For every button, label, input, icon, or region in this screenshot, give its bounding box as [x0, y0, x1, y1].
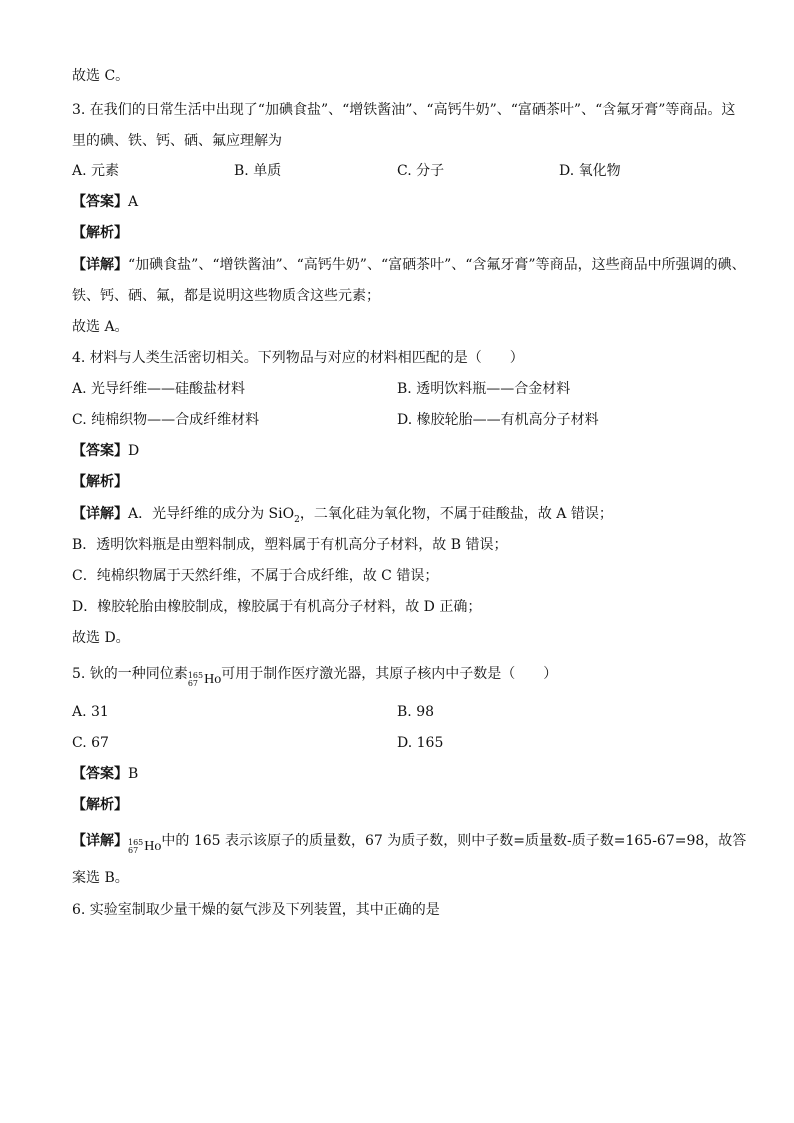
- q3-detail-line1: 【详解】“加碘食盐”、“增铁酱油”、“高钙牛奶”、“富硒茶叶”、“含氟牙膏”等商品，这些商品中所强调的碘、: [72, 257, 746, 273]
- q5-detail-line2: 案选 B。: [72, 870, 129, 886]
- q4-analysis-tag: 【解析】: [72, 474, 128, 490]
- q2-conclusion: 故选 C。: [72, 68, 130, 84]
- answer-value: D: [128, 443, 140, 459]
- q5-option-a: A. 31: [72, 704, 109, 720]
- answer-value: B: [128, 766, 139, 782]
- q4-detail-b: B．透明饮料瓶是由塑料制成，塑料属于有机高分子材料，故 B 错误；: [72, 537, 508, 553]
- q4-detail-d: D．橡胶轮胎由橡胶制成，橡胶属于有机高分子材料，故 D 正确；: [72, 599, 482, 615]
- q6-stem: 6. 实验室制取少量干燥的氨气涉及下列装置，其中正确的是: [72, 902, 440, 918]
- q4-option-d: D. 橡胶轮胎——有机高分子材料: [397, 412, 599, 428]
- detail-tag: 【详解】: [72, 257, 128, 273]
- q4-option-c: C. 纯棉织物——合成纤维材料: [72, 412, 260, 428]
- q5-option-c: C. 67: [72, 735, 109, 751]
- nuclide-symbol: 165 67 Ho: [128, 838, 162, 855]
- q5-answer: [72, 764, 138, 784]
- q3-option-a: A. 元素: [72, 163, 120, 179]
- q5-option-b: B. 98: [397, 704, 435, 720]
- q5-option-d: D. 165: [397, 735, 444, 751]
- detail-tag: 【详解】: [72, 506, 128, 522]
- q3-answer: [72, 192, 138, 212]
- q4-option-a: A. 光导纤维——硅酸盐材料: [72, 381, 246, 397]
- q4-detail-c: C．纯棉织物属于天然纤维，不属于合成纤维，故 C 错误；: [72, 568, 439, 584]
- answer-tag: 【答案】: [72, 443, 128, 459]
- q3-conclusion: 故选 A。: [72, 319, 129, 335]
- q4-detail-a: 【详解】A．光导纤维的成分为 SiO$_2$，二氧化硅为氧化物，不属于硅酸盐，故 A 错误；: [72, 506, 613, 525]
- q4-answer: [72, 441, 139, 461]
- q3-option-b: B. 单质: [234, 163, 282, 179]
- q3-analysis-tag: 【解析】: [72, 225, 128, 241]
- q3-detail-line2: 铁、钙、硒、氟，都是说明这些物质含这些元素；: [72, 288, 380, 304]
- detail-tag: 【详解】: [72, 833, 128, 849]
- q4-stem: 4. 材料与人类生活密切相关。下列物品与对应的材料相匹配的是（ ）: [72, 350, 524, 366]
- answer-tag: 【答案】: [72, 194, 128, 210]
- q3-option-c: C. 分子: [397, 163, 445, 179]
- q3-stem-line2: 里的碘、铁、钙、硒、氟应理解为: [72, 133, 282, 149]
- answer-value: A: [128, 194, 139, 210]
- q4-option-b: B. 透明饮料瓶——合金材料: [397, 381, 571, 397]
- q5-detail-line1: 【详解】 165 67 Ho 中的 165 表示该原子的质量数，67 为质子数，则中子数=质量数-质子数=165-67=98，故答: [72, 833, 747, 855]
- q3-stem-line1: 3. 在我们的日常生活中出现了“加碘食盐”、“增铁酱油”、“高钙牛奶”、“富硒茶叶”、“含氟牙膏”等商品。这: [72, 102, 736, 118]
- q4-conclusion: 故选 D。: [72, 630, 130, 646]
- q5-analysis-tag: 【解析】: [72, 797, 128, 813]
- q3-option-d: D. 氧化物: [559, 163, 621, 179]
- nuclide-symbol: 165 67 Ho: [187, 671, 222, 688]
- answer-tag: 【答案】: [72, 766, 128, 782]
- q5-stem: 5. 钬的一种同位素 165 67 Ho 可用于制作医疗激光器，其原子核内中子数是（ ）: [72, 666, 558, 688]
